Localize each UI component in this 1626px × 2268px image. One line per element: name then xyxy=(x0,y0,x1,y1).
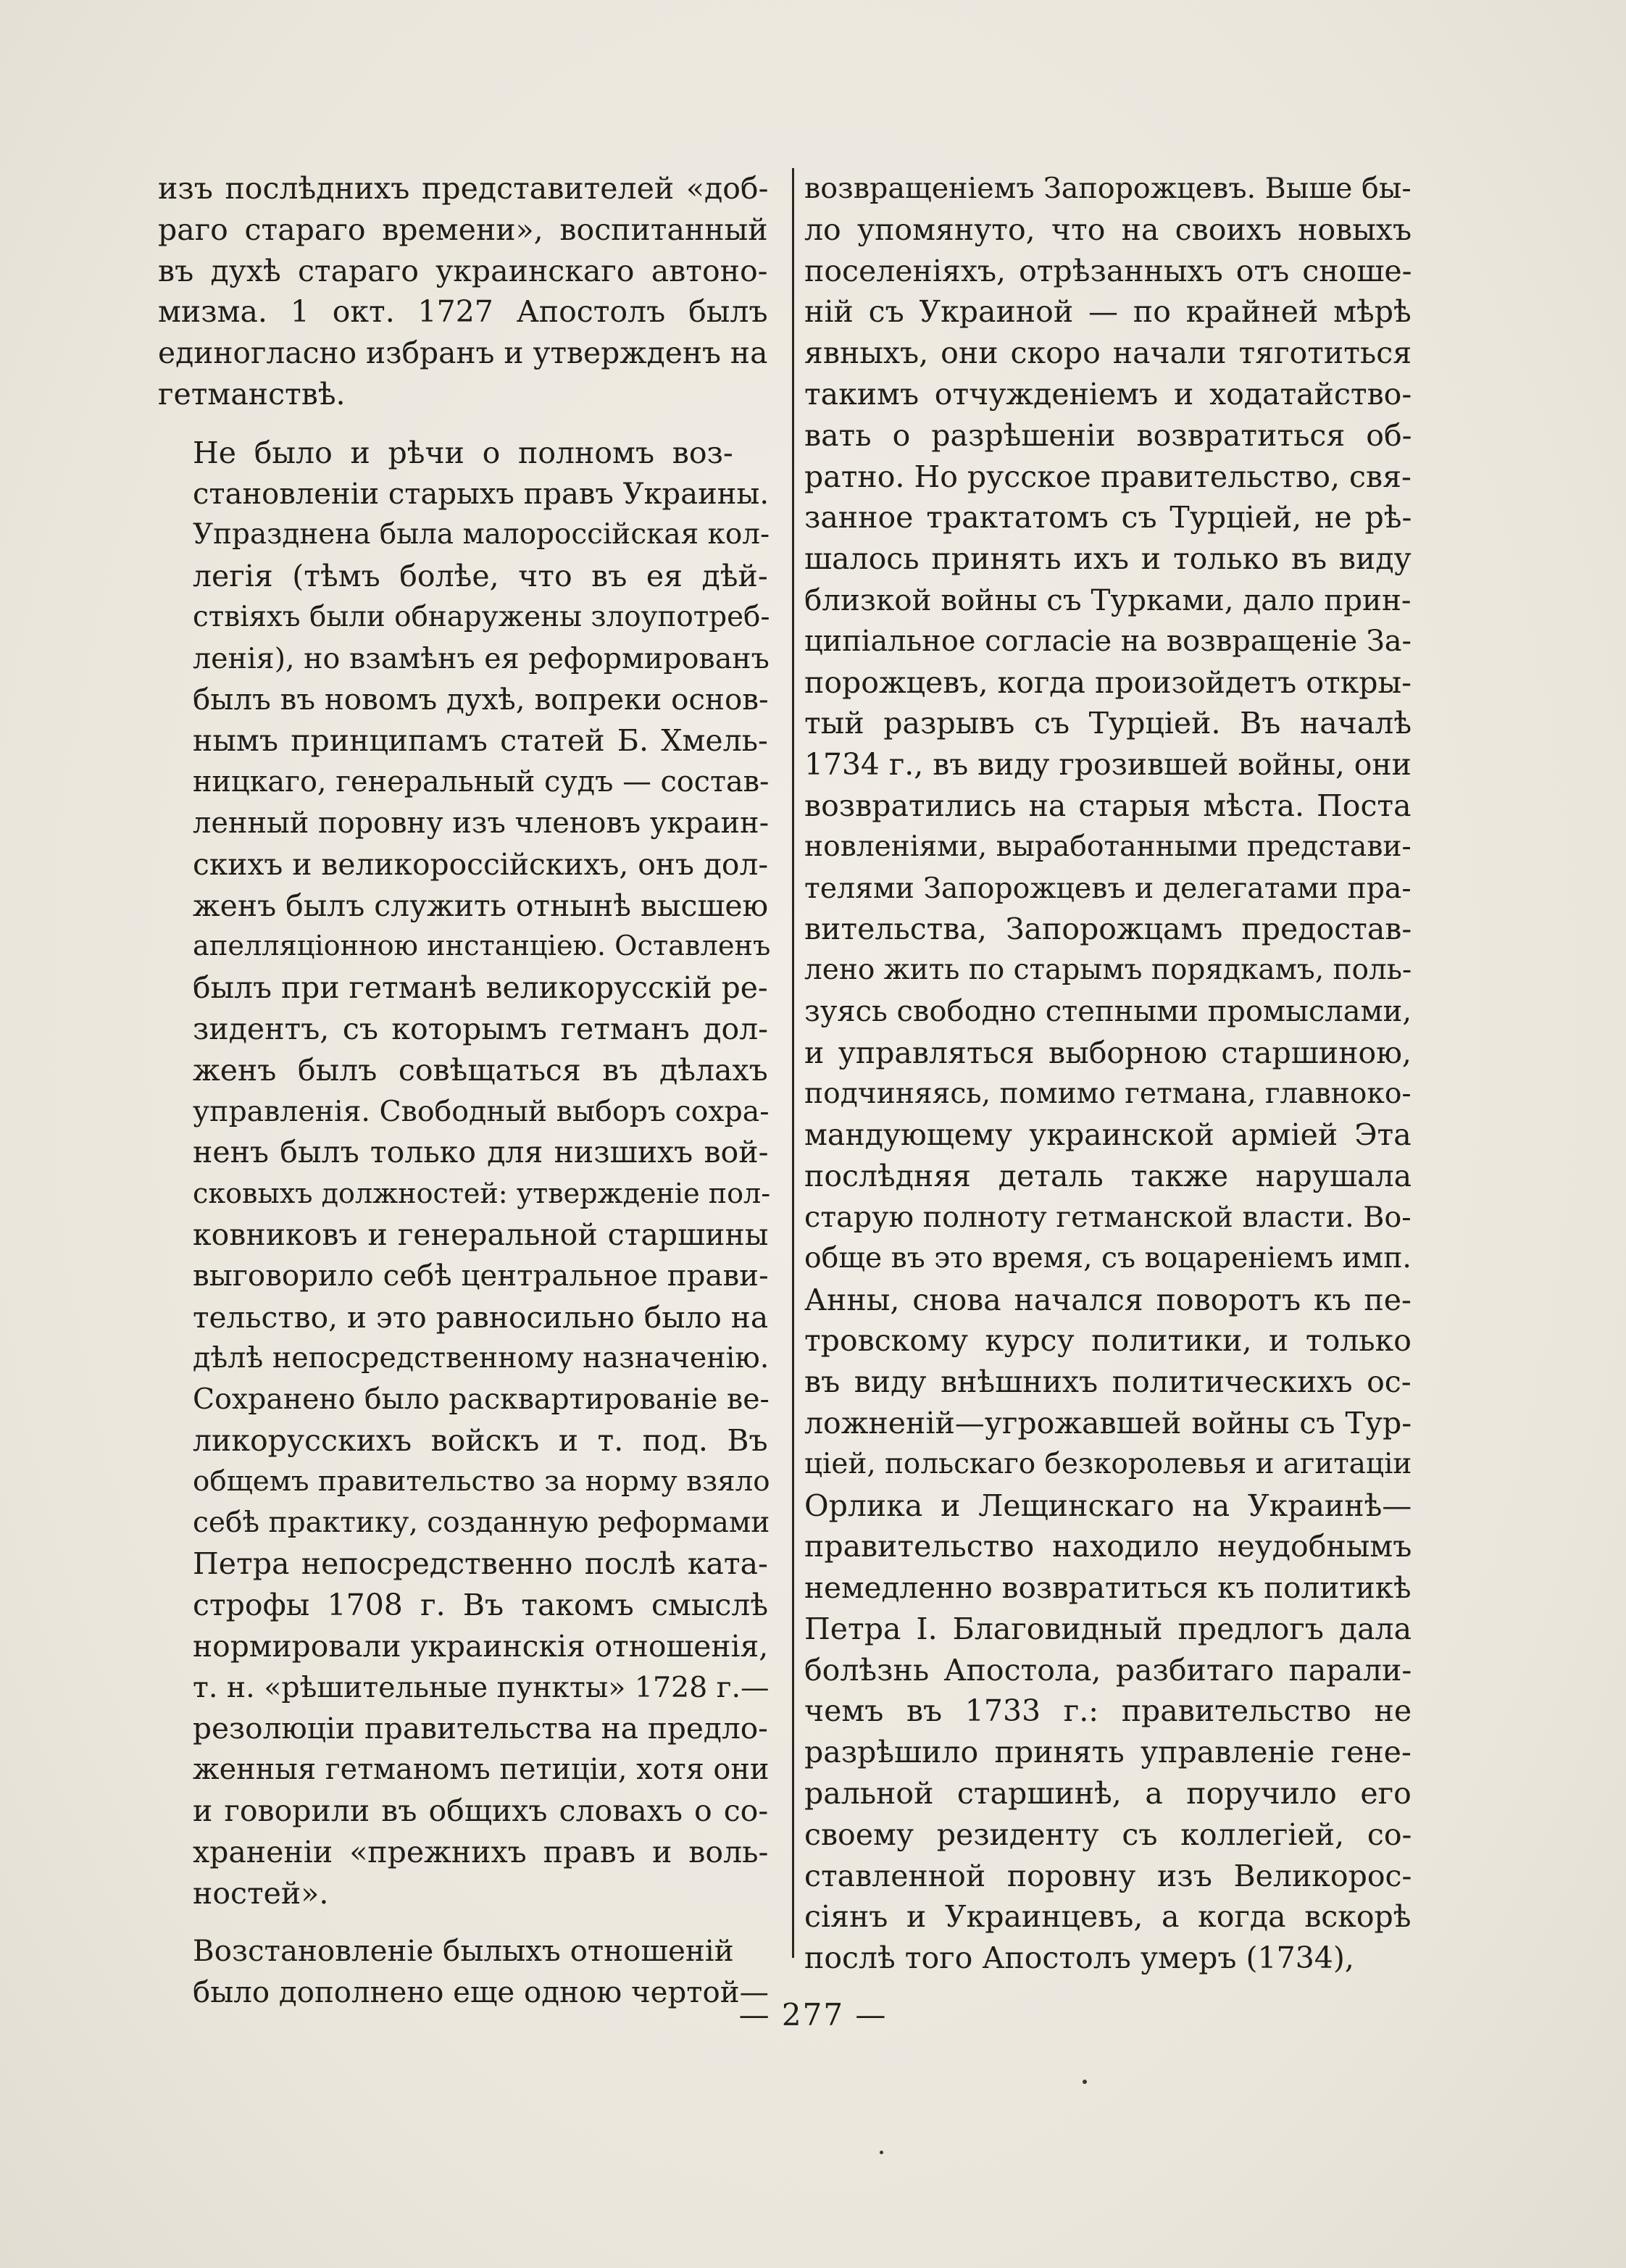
text-line: женъ былъ совѣщаться въ дѣлахъ xyxy=(193,1052,768,1088)
right-paragraph-1 xyxy=(804,168,1412,1979)
text-line: послѣ того Апостолъ умеръ (1734), xyxy=(804,1940,1354,1976)
text-line: въ духѣ стараго украинскаго автоно- xyxy=(158,253,768,288)
text-line: старую полноту гетманской власти. Во- xyxy=(804,1200,1412,1234)
text-line: ковниковъ и генеральной старшины xyxy=(193,1217,769,1252)
text-line: своему резиденту съ коллегіей, со- xyxy=(804,1817,1412,1852)
text-line: Анны, снова начался поворотъ къ пе- xyxy=(804,1282,1412,1317)
text-line: правительство находило неудобнымъ xyxy=(804,1529,1412,1564)
text-line: ратно. Но русское правительство, свя- xyxy=(804,459,1412,494)
text-line: телями Запорожцевъ и делегатами пра- xyxy=(804,871,1412,905)
text-line: и управляться выборною старшиною, xyxy=(804,1035,1412,1070)
text-line: Петра I. Благовидный предлогъ дала xyxy=(804,1611,1412,1646)
text-line: ральной старшинѣ, а поручило его xyxy=(804,1776,1412,1812)
text-line: послѣдняя деталь также нарушала xyxy=(804,1159,1412,1194)
paper-speck xyxy=(880,2151,883,2154)
text-line: ципіальное согласіе на возвращеніе За- xyxy=(804,624,1412,658)
text-line: возвращеніемъ Запорожцевъ. Выше бы- xyxy=(804,172,1412,205)
text-line: болѣзнь Апостола, разбитаго парали- xyxy=(804,1652,1412,1688)
text-line: становленіи старыхъ правъ Украины. xyxy=(193,477,770,511)
text-line: Упразднена была малороссійская кол- xyxy=(193,518,770,551)
text-line: и говорили въ общихъ словахъ о со- xyxy=(193,1793,769,1829)
text-line: былъ въ новомъ духѣ, вопреки основ- xyxy=(193,682,769,717)
text-line: ницкаго, генеральный судъ — состав- xyxy=(193,765,770,799)
text-line: раго стараго времени», воспитанный xyxy=(158,212,768,247)
text-line: сіянъ и Украинцевъ, а когда вскорѣ xyxy=(804,1899,1412,1935)
text-line: скихъ и великороссійскихъ, онъ дол- xyxy=(193,846,769,882)
text-line: близкой войны съ Турками, дало прин- xyxy=(804,582,1412,617)
text-line: апелляціонною инстанціею. Оставленъ xyxy=(193,930,771,963)
text-line: тровскому курсу политики, и только xyxy=(804,1323,1412,1359)
left-text-column xyxy=(158,168,771,2014)
page-number: — 277 — xyxy=(738,1997,888,2033)
text-line: общемъ правительство за норму взяло xyxy=(193,1464,770,1498)
text-line: было дополнено еще одною чертой— xyxy=(193,1976,769,2010)
left-paragraph-1 xyxy=(158,168,768,415)
text-line: нымъ принципамъ статей Б. Хмель- xyxy=(193,723,768,759)
text-line: сковыхъ должностей: утвержденіе пол- xyxy=(193,1177,771,1210)
text-line: порожцевъ, когда произойдетъ откры- xyxy=(804,664,1412,700)
text-line: 1734 г., въ виду грозившей войны, они xyxy=(804,747,1412,783)
text-line: Возстановленіе былыхъ отношеній xyxy=(193,1934,734,1969)
text-line: мизма. 1 окт. 1727 Апостолъ былъ xyxy=(158,294,768,330)
text-line: ленія), но взамѣнъ ея реформированъ xyxy=(193,641,770,675)
text-line: вительства, Запорожцамъ предостав- xyxy=(804,912,1412,947)
text-line: поселеніяхъ, отрѣзанныхъ отъ сноше- xyxy=(804,253,1412,288)
text-line: себѣ практику, созданную реформами xyxy=(193,1506,770,1539)
right-text-column xyxy=(804,168,1412,1979)
text-line: тельство, и это равносильно было на xyxy=(193,1299,769,1335)
text-line: управленія. Свободный выборъ сохра- xyxy=(193,1094,770,1128)
text-line: ненъ былъ только для низшихъ вой- xyxy=(193,1135,769,1170)
text-line: немедленно возвратиться къ политикѣ xyxy=(804,1570,1412,1606)
text-line: единогласно избранъ и утвержденъ на xyxy=(158,335,768,371)
text-line: женныя гетманомъ петиціи, хотя они xyxy=(193,1753,770,1787)
text-line: резолюціи правительства на предло- xyxy=(193,1711,768,1746)
text-line: строфы 1708 г. Въ такомъ смыслѣ xyxy=(193,1588,769,1623)
text-line: изъ послѣднихъ представителей «доб- xyxy=(158,171,769,206)
text-line: такимъ отчужденіемъ и ходатайство- xyxy=(804,376,1412,412)
left-paragraph-2 xyxy=(158,433,771,1914)
text-line: чемъ въ 1733 г.: правительство не xyxy=(804,1693,1412,1729)
text-line: ставленной поровну изъ Великорос- xyxy=(804,1858,1412,1893)
text-line: выговорило себѣ центральное прави- xyxy=(193,1258,769,1293)
text-line: ствіяхъ были обнаружены злоупотреб- xyxy=(193,600,770,633)
text-line: мандующему украинской арміей Эта xyxy=(804,1117,1412,1153)
text-line: ціей, польскаго безкоролевья и агитаціи xyxy=(804,1447,1412,1480)
text-line: тый разрывъ съ Турціей. Въ началѣ xyxy=(804,706,1412,741)
text-line: легія (тѣмъ болѣе, что въ ея дѣй- xyxy=(193,559,768,594)
text-line: разрѣшило принять управленіе гене- xyxy=(804,1735,1412,1770)
paper-speck xyxy=(1083,2080,1087,2084)
text-line: занное трактатомъ съ Турціей, не рѣ- xyxy=(804,500,1412,535)
text-line: лено жить по старымъ порядкамъ, поль- xyxy=(804,954,1412,987)
text-line: въ виду внѣшнихъ политическихъ ос- xyxy=(804,1364,1412,1400)
text-line: зидентъ, съ которымъ гетманъ дол- xyxy=(193,1011,769,1046)
text-line: ложненій—угрожавшей войны съ Тур- xyxy=(804,1405,1412,1441)
text-line: ній съ Украиной — по крайней мѣрѣ xyxy=(804,294,1412,330)
text-line: храненіи «прежнихъ правъ и воль- xyxy=(193,1834,769,1869)
text-line: ликорусскихъ войскъ и т. под. Въ xyxy=(193,1422,768,1458)
text-line: ло упомянуто, что на своихъ новыхъ xyxy=(804,212,1412,247)
text-line: новленіями, выработанными представи- xyxy=(804,830,1412,863)
text-line: подчиняясь, помимо гетмана, главноко- xyxy=(804,1077,1412,1110)
text-line: Не было и рѣчи о полномъ воз- xyxy=(193,435,733,470)
text-line: зуясь свободно степными промыслами, xyxy=(804,994,1412,1028)
text-line: женъ былъ служить отнынѣ высшею xyxy=(193,888,769,923)
text-line: возвратились на старыя мѣста. Поста xyxy=(804,788,1412,823)
text-line: шалось принять ихъ и только въ виду xyxy=(804,541,1412,577)
text-line: былъ при гетманѣ великорусскій ре- xyxy=(193,970,768,1006)
text-line: т. н. «рѣшительные пункты» 1728 г.— xyxy=(193,1670,770,1704)
text-line: ностей». xyxy=(193,1875,329,1911)
text-line: обще въ это время, съ воцареніемъ имп. xyxy=(804,1241,1412,1275)
text-line: нормировали украинскія отношенія, xyxy=(193,1628,769,1664)
text-line: гетманствѣ. xyxy=(158,376,346,412)
text-line: Орлика и Лещинскаго на Украинѣ— xyxy=(804,1488,1412,1523)
text-line: Сохранено было расквартированіе ве- xyxy=(193,1383,770,1417)
text-line: ленный поровну изъ членовъ украин- xyxy=(193,806,770,840)
text-line: Петра непосредственно послѣ ката- xyxy=(193,1546,768,1582)
text-line: вать о разрѣшеніи возвратиться об- xyxy=(804,417,1412,453)
text-line: дѣлѣ непосредственному назначенію. xyxy=(193,1341,770,1375)
text-line: явныхъ, они скоро начали тяготиться xyxy=(804,335,1412,371)
column-divider-rule xyxy=(792,168,794,1958)
